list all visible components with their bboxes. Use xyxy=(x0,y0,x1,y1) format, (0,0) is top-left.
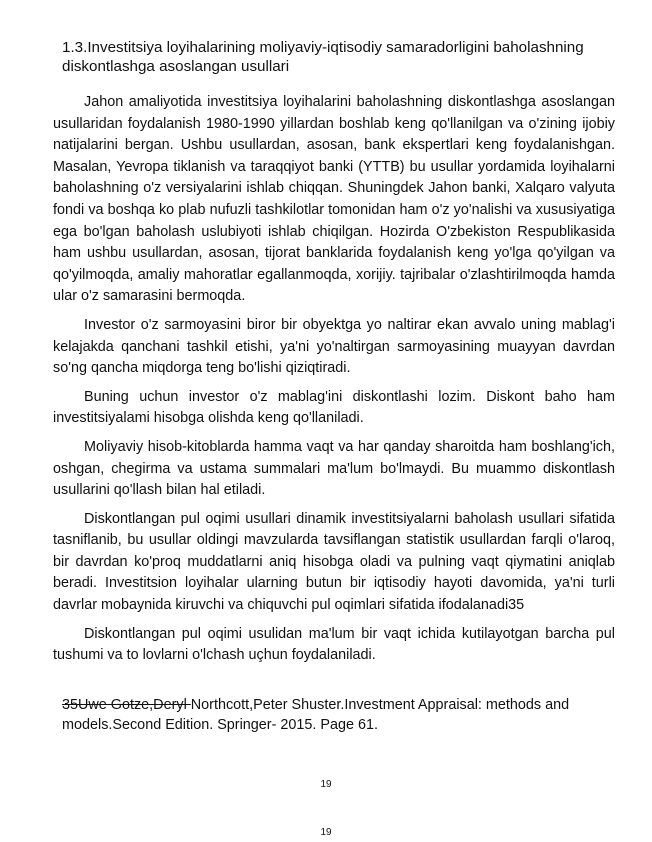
paragraph-5: Diskontlangan pul oqimi usullari dinamik investitsiyalarni baholash usullari sifatida tasniflanib, bu usullar oldingi mavzularda tavsiflangan statistik usullardan farqli o'laroq, bir davrdan ko'proq muddatlarni aniq hisobga oladi va pulning vaqt qiymatini aniqlab beradi. Investitsion loyihalar ularning butun bir iqtisodiy hayoti davomida, ya'ni turli davrlar mobaynida kiruvchi va chiquvchi pul oqimlari sifatida ifodalanadi35 xyxy=(53,510,615,614)
footnote-struck-text: 35Uwe Gotze,Deryl xyxy=(62,697,191,713)
page-number-footer: 19 xyxy=(320,827,332,838)
section-heading: 1.3.Investitsiya loyihalarining moliyaviy-iqtisodiy samaradorligini baholashning diskontlashga asoslangan usullari xyxy=(62,39,584,75)
page-number: 19 xyxy=(320,779,332,790)
body-text xyxy=(53,92,615,674)
footnote xyxy=(62,695,622,735)
paragraph-1: Jahon amaliyotida investitsiya loyihalarini baholashning diskontlashga asoslangan usullaridan foydalanish 1980-1990 yillardan boshlab keng qo'llanilgan va o'zining ijobiy natijalarini bergan. Ushbu usullardan, asosan, bank ekspertlari keng foydalanishgan. Masalan, Yevropa tiklanish va taraqqiyot banki (YTTB) bu usullar yordamida loyihalarni baholashning o'z versiyalarini ishlab chiqqan. Shuningdek Jahon banki, Xalqaro valyuta fondi va boshqa ko plab nufuzli tashkilotlar tomonidan ham o'z yo'nalishi va xususiyatiga ega bo'lgan baholash uslubiyoti ishlab chiqilgan. Hozirda O'zbekiston Respublikasida ham ushbu usullardan, asosan, tijorat banklarida foydalanish keng yo'lga qo'yilgan va qo'yilmoqda, amaliy mahoratlar egallanmoqda, xorijiy. tajribalar o'zlashtirilmoqda hamda ular o'z samarasini bermoqda. xyxy=(53,94,615,305)
paragraph-6: Diskontlangan pul oqimi usulidan ma'lum bir vaqt ichida kutilayotgan barcha pul tushumi va to lovlarni o'lchash uçhun foydalaniladi. xyxy=(53,625,615,664)
footnote-text: Northcott,Peter Shuster.Investment Appraisal: methods and models.Second Edition. Springer- 2015. Page 61. xyxy=(62,697,570,733)
paragraph-3: Buning uchun investor o'z mablag'ini diskontlashi lozim. Diskont baho ham investitsiyalami hisobga olishda keng qo'llaniladi. xyxy=(53,388,615,427)
paragraph-4: Moliyaviy hisob-kitoblarda hamma vaqt va har qanday sharoitda ham boshlang'ich, oshgan, chegirma va ustama summalari ma'lum bo'lmaydi. Bu muammo diskontlash usullarini qo'llash bilan hal etiladi. xyxy=(53,438,615,499)
paragraph-2: Investor o'z sarmoyasini biror bir obyektga yo naltirar ekan avvalo uning mablag'i kelajakda qanchani tashkil etishi, ya'ni yo'naltirgan sarmoyasining muayyan davrdan so'ng qancha miqdorga teng bo'lishi qiziqtiradi. xyxy=(53,316,615,377)
